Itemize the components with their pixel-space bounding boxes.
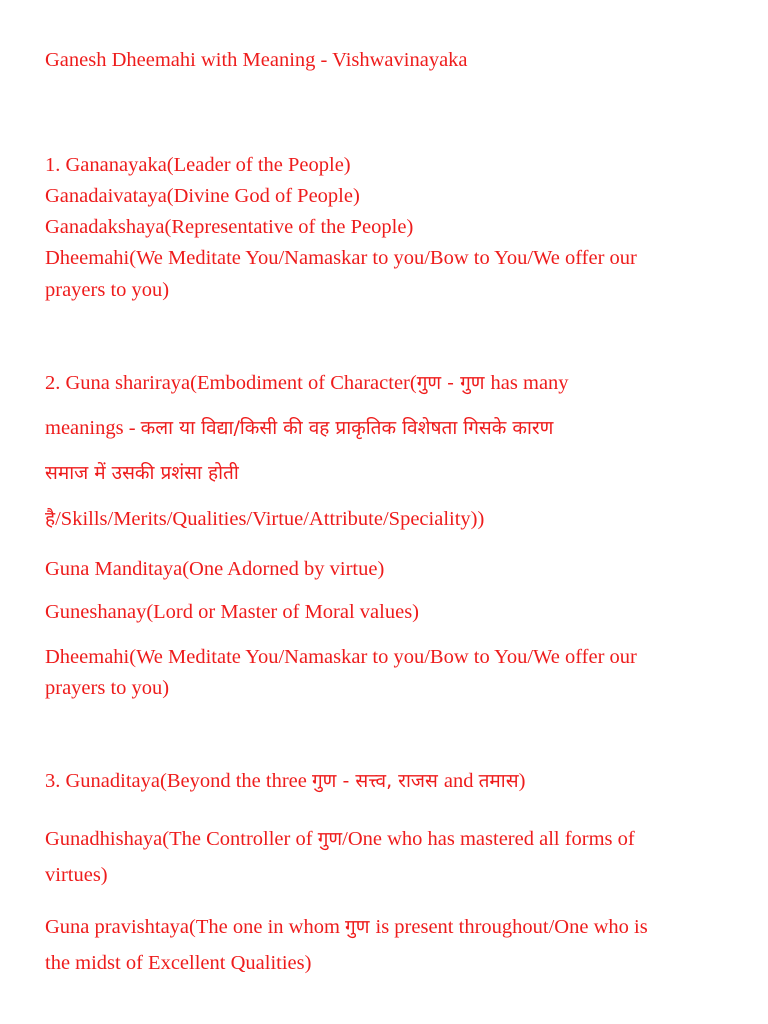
text: Guna pravishtaya(The one in whom xyxy=(45,916,346,938)
text: the midst of Excellent Qualities) xyxy=(45,952,312,974)
text: Guneshanay(Lord or Master of Moral values) xyxy=(45,601,420,623)
section1-line2 xyxy=(45,184,360,208)
hindi-text: गुण - गुण xyxy=(416,372,491,394)
text: /One who has mastered all forms of xyxy=(342,828,635,850)
section3-line2 xyxy=(45,827,635,851)
text: ) xyxy=(518,770,526,792)
section2-line7 xyxy=(45,645,637,669)
text: meanings - xyxy=(45,417,141,439)
section3-line1 xyxy=(45,769,525,793)
section2-line4 xyxy=(45,507,484,531)
text: Ganadakshaya(Representative of the People) xyxy=(45,216,414,238)
section2-line6 xyxy=(45,600,419,624)
document-title xyxy=(45,48,468,72)
hindi-text: समाज में उसकी प्रशंसा होती xyxy=(45,462,239,484)
text: virtues) xyxy=(45,864,108,886)
text: has many xyxy=(490,372,569,394)
title-text: Ganesh Dheemahi with Meaning - Vishwavinayaka xyxy=(45,49,468,71)
text: Gunadhishaya(The Controller of xyxy=(45,828,318,850)
text: is present throughout/One who is xyxy=(375,916,648,938)
section2-line2 xyxy=(45,416,553,440)
text: prayers to you) xyxy=(45,677,170,699)
hindi-text: गुण xyxy=(345,916,376,938)
text: Guna Manditaya(One Adorned by virtue) xyxy=(45,558,385,580)
section2-line8 xyxy=(45,676,169,700)
section2-line3 xyxy=(45,461,239,485)
hindi-text: कला या विद्या/किसी की वह प्राकृतिक विशेषता गिसके कारण xyxy=(140,417,554,439)
section1-line1 xyxy=(45,153,351,177)
text: 1. Gananayaka(Leader of the People) xyxy=(45,154,351,176)
section3-line3 xyxy=(45,863,108,887)
section1-line3 xyxy=(45,215,413,239)
text: 3. Gunaditaya(Beyond the three xyxy=(45,770,312,792)
hindi-text: गुण - सत्त्व, राजस xyxy=(311,770,444,792)
section3-line4 xyxy=(45,915,648,939)
text: and xyxy=(443,770,479,792)
text: 2. Guna shariraya(Embodiment of Character( xyxy=(45,372,417,394)
section1-line5 xyxy=(45,278,169,302)
hindi-text: गुण xyxy=(317,828,343,850)
hindi-text: तमास xyxy=(478,770,519,792)
hindi-text: है xyxy=(45,508,56,530)
text: Dheemahi(We Meditate You/Namaskar to you/Bow to You/We offer our xyxy=(45,646,637,668)
text: Ganadaivataya(Divine God of People) xyxy=(45,185,360,207)
section3-line5 xyxy=(45,951,311,975)
section2-line5 xyxy=(45,557,384,581)
text: /Skills/Merits/Qualities/Virtue/Attribute/Speciality)) xyxy=(55,508,485,530)
section2-line1 xyxy=(45,371,569,395)
text: Dheemahi(We Meditate You/Namaskar to you/Bow to You/We offer our xyxy=(45,247,637,269)
text: prayers to you) xyxy=(45,279,170,301)
section1-line4 xyxy=(45,246,637,270)
